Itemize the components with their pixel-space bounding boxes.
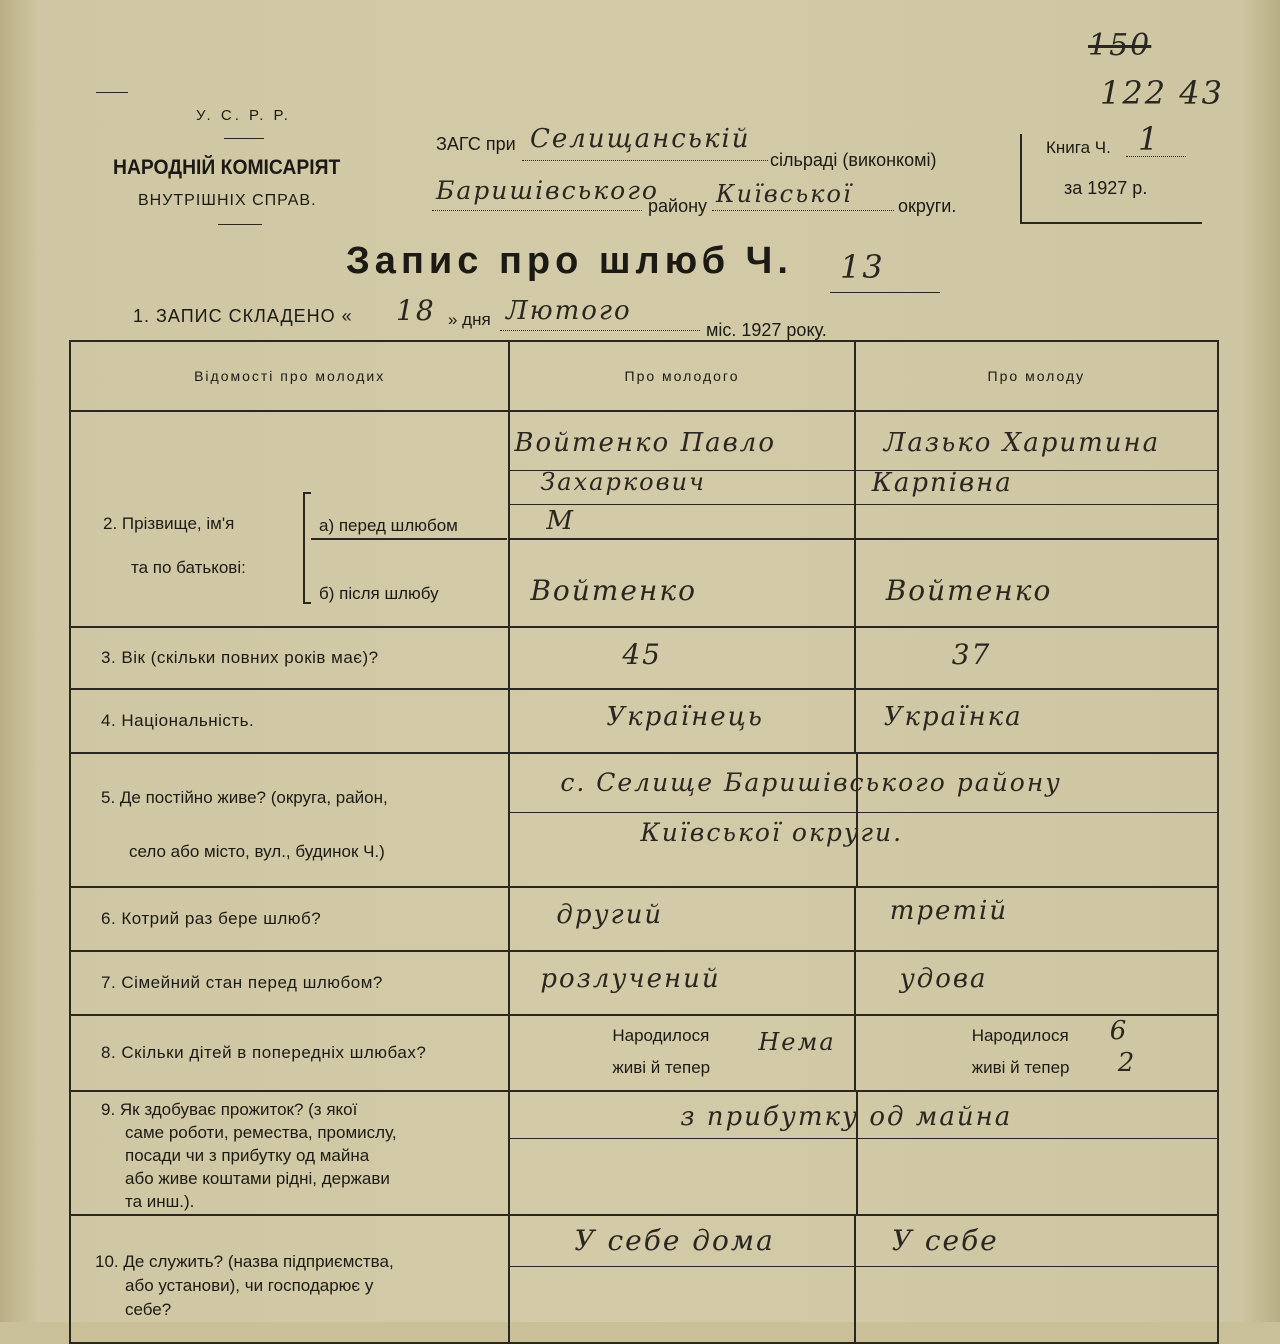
- district-label: району: [648, 196, 708, 216]
- groom-age: 45: [622, 638, 662, 671]
- short-rule: [218, 224, 262, 225]
- header-bride: Про молоду: [855, 341, 1218, 411]
- usrr-heading: У. С. Р. Р.: [196, 107, 291, 124]
- bride-work-cell: [855, 1215, 1218, 1343]
- question-8: 8. Скільки дітей в попередніх шлюбах?: [70, 1015, 509, 1091]
- bride-nationality: Українка: [883, 702, 1023, 732]
- question-7: 7. Сімейний стан перед шлюбом?: [70, 951, 509, 1015]
- bride-alive: 2: [1117, 1048, 1137, 1078]
- title-line: [830, 292, 940, 293]
- table-row: [70, 689, 1218, 753]
- dotted-line: [712, 210, 894, 211]
- council-handwritten: Селищанській: [530, 124, 751, 154]
- question-9-line5: та инш.).: [125, 1192, 195, 1211]
- row-divider: [311, 538, 507, 540]
- book-year: за 1927 р.: [1064, 178, 1148, 198]
- question-3: 3. Вік (скільки повних років має)?: [70, 627, 509, 689]
- residence-line2: Київської округи.: [640, 818, 904, 847]
- question-5-cell: [70, 753, 509, 887]
- groom-children-cell: [509, 1015, 854, 1091]
- question-10-line1: 10. Де служить? (назва підприємства,: [95, 1252, 394, 1271]
- groom-alive-label: живі й тепер: [612, 1058, 711, 1077]
- crossed-archive-number: 150: [1088, 28, 1152, 63]
- bride-children-cell: [855, 1015, 1218, 1091]
- zags-prefix: ЗАГС при: [436, 134, 516, 154]
- groom-status: розлучений: [540, 964, 721, 994]
- record-mid: » дня: [448, 310, 491, 329]
- book-label: Книга Ч.: [1046, 138, 1111, 157]
- header-info: Відомості про молодих: [70, 341, 509, 411]
- bride-after: Войтенко: [885, 574, 1053, 607]
- groom-children: Нема: [758, 1028, 836, 1056]
- short-rule: [224, 138, 264, 139]
- bride-alive-label: живі й тепер: [971, 1058, 1070, 1077]
- residence-cell: [509, 753, 1218, 887]
- groom-born-label: Народилося: [612, 1026, 710, 1045]
- marriage-record-table: [69, 340, 1219, 1344]
- question-10-line2: або установи), чи господарює у: [125, 1276, 374, 1295]
- question-5-line1: 5. Де постійно живе? (округа, район,: [101, 788, 388, 807]
- bride-status: удова: [899, 964, 988, 994]
- bride-work: У себе: [891, 1224, 999, 1257]
- commissariat-heading: НАРОДНІЙ КОМІСАРІЯТ: [113, 156, 341, 179]
- groom-times: другий: [556, 900, 664, 930]
- question-4: 4. Національність.: [70, 689, 509, 753]
- table-header-row: [70, 341, 1218, 411]
- question-2-line1: 2. Прізвище, ім'я: [103, 514, 235, 533]
- bride-age: 37: [951, 638, 992, 671]
- okruha-handwritten: Київської: [716, 180, 853, 208]
- residence-line1: с. Селище Баришівського району: [560, 768, 1062, 797]
- groom-name-cell: [509, 411, 854, 627]
- dotted-line: [500, 330, 700, 331]
- bride-before-line2: Карпівна: [871, 468, 1013, 498]
- bride-born-label: Народилося: [971, 1026, 1069, 1045]
- record-month: Лютого: [506, 296, 632, 326]
- question-2-line2: та по батькові:: [131, 558, 246, 577]
- table-row: [70, 411, 1218, 627]
- record-day: 18: [396, 294, 436, 327]
- groom-before-line3: М: [546, 506, 575, 536]
- table-row: [70, 887, 1218, 951]
- question-10-line3: себе?: [125, 1300, 172, 1319]
- question-10-cell: [70, 1215, 509, 1343]
- table-row: [70, 627, 1218, 689]
- short-rule: [96, 92, 128, 93]
- question-2-cell: [70, 411, 509, 627]
- bride-times: третій: [889, 896, 1009, 926]
- after-marriage-label: б) після шлюбу: [319, 584, 439, 603]
- before-marriage-label: а) перед шлюбом: [319, 516, 458, 535]
- document-title: Запис про шлюб Ч.: [346, 240, 793, 282]
- question-9-cell: [70, 1091, 509, 1215]
- living-cell: [509, 1091, 1218, 1215]
- question-9-line3: посади чи з прибутку од майна: [125, 1146, 370, 1165]
- book-number: 1: [1138, 120, 1161, 158]
- dotted-line: [522, 160, 768, 161]
- bride-name-cell: [855, 411, 1218, 627]
- living-source: з прибутку од майна: [680, 1102, 1013, 1132]
- council-suffix: сільраді (виконкомі): [770, 150, 937, 170]
- groom-before-line2: Захаркович: [540, 468, 706, 496]
- groom-after: Войтенко: [530, 574, 697, 607]
- archive-number: 122 43: [1100, 74, 1224, 112]
- brace: [303, 492, 311, 604]
- dotted-line: [432, 210, 642, 211]
- table-row: [70, 1091, 1218, 1215]
- table-row: [70, 951, 1218, 1015]
- record-prefix: 1. ЗАПИС СКЛАДЕНО «: [133, 306, 353, 326]
- table-row: [70, 1215, 1218, 1343]
- header-groom: Про молодого: [509, 341, 854, 411]
- question-5-line2: село або місто, вул., будинок Ч.): [129, 842, 385, 861]
- question-9-line2: саме роботи, ремества, промислу,: [125, 1123, 397, 1142]
- question-6: 6. Котрий раз бере шлюб?: [70, 887, 509, 951]
- bride-born: 6: [1109, 1016, 1129, 1046]
- question-9-line4: або живе коштами рідні, держави: [125, 1169, 390, 1188]
- groom-work: У себе дома: [574, 1224, 775, 1257]
- internal-affairs-heading: ВНУТРІШНІХ СПРАВ.: [138, 192, 317, 209]
- groom-nationality: Українець: [606, 702, 764, 732]
- question-9-line1: 9. Як здобуває прожиток? (з якої: [101, 1100, 358, 1119]
- okruha-label: округи.: [898, 196, 957, 216]
- table-row: [70, 1015, 1218, 1091]
- groom-before-line1: Войтенко Павло: [514, 428, 776, 458]
- table-row: [70, 753, 1218, 887]
- bride-before-line1: Лазько Харитина: [883, 428, 1161, 458]
- record-number: 13: [840, 248, 885, 286]
- record-suffix: міс. 1927 року.: [706, 320, 827, 340]
- groom-work-cell: [509, 1215, 854, 1343]
- district-handwritten: Баришівського: [436, 176, 659, 205]
